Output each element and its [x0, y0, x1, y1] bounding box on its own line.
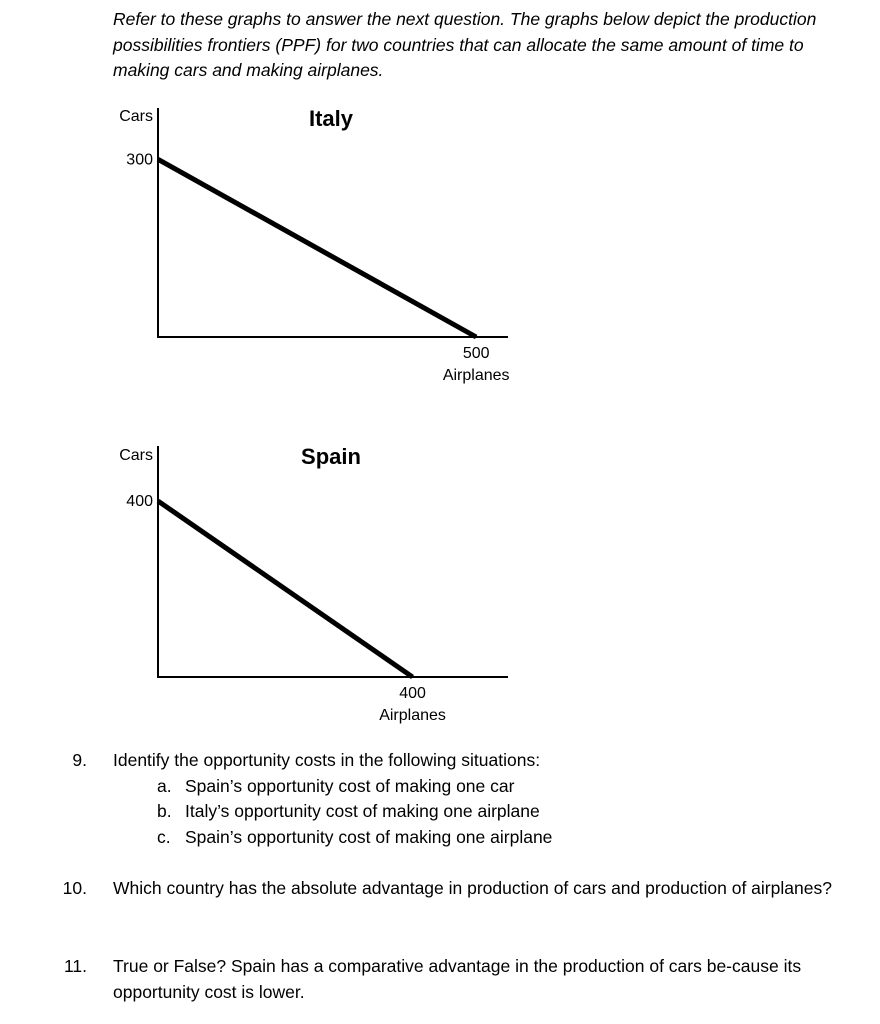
list-item	[113, 774, 833, 800]
chart-title: Italy	[308, 106, 354, 131]
question-9-items	[113, 774, 833, 851]
x-axis-label: Airplanes	[442, 367, 510, 384]
question-number: 9.	[72, 750, 87, 770]
x-intercept-tick-label: 400	[399, 685, 426, 702]
item-text: Italy’s opportunity cost of making one airplane	[185, 801, 540, 821]
ppf-line	[158, 501, 413, 677]
item-letter: b.	[157, 801, 172, 821]
spain-ppf-svg	[100, 440, 530, 740]
x-intercept-tick-label: 500	[462, 345, 490, 362]
question-text: Identify the opportunity costs in the following situations:	[113, 750, 541, 770]
item-letter: c.	[157, 826, 171, 847]
y-axis-label: Cars	[119, 108, 153, 125]
item-text: Spain’s opportunity cost of making one airplane	[185, 826, 553, 847]
italy-ppf-chart	[100, 100, 530, 400]
question-text: True or False? Spain has a comparative advantage in the production of cars be-cause its opportunity cost is lower.	[113, 956, 802, 1002]
chart-title: Spain	[301, 444, 361, 469]
question-number: 11.	[63, 956, 87, 976]
italy-ppf-svg	[100, 100, 530, 400]
question-text: Which country has the absolute advantage in production of cars and production of airplanes?	[113, 878, 832, 898]
question-number: 10.	[62, 878, 87, 898]
item-text: Spain’s opportunity cost of making one car	[185, 775, 515, 796]
x-axis-label: Airplanes	[379, 707, 446, 724]
y-intercept-tick-label: 400	[126, 493, 153, 510]
intro-text: Refer to these graphs to answer the next question. The graphs below depict the production possibilities frontiers (PPF) for two countries that can allocate the same amount of time to making cars and making airplanes.	[113, 9, 817, 80]
item-letter: a.	[157, 775, 172, 796]
ppf-line	[158, 159, 476, 337]
y-intercept-tick-label: 300	[126, 151, 153, 169]
list-item	[113, 825, 833, 851]
list-item	[113, 799, 833, 825]
spain-ppf-chart	[100, 440, 530, 740]
y-axis-label: Cars	[119, 447, 153, 464]
